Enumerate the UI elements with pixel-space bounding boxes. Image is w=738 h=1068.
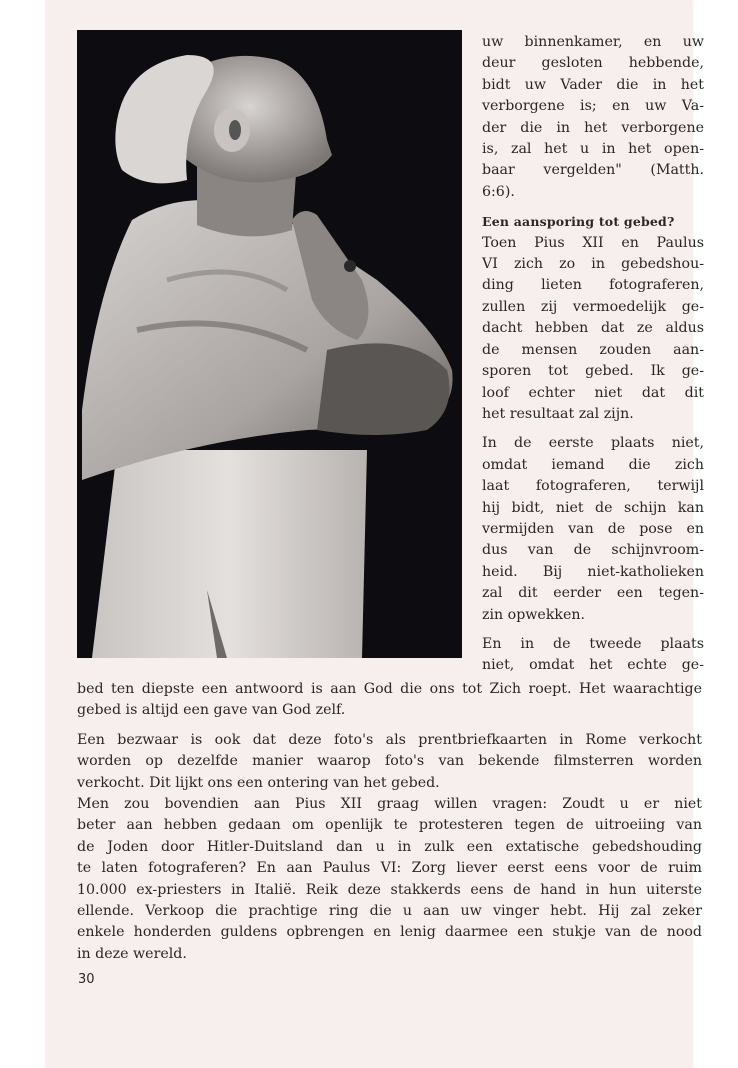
right-column-text bbox=[482, 32, 704, 677]
text-line: baar vergelden" (Matth. bbox=[482, 162, 704, 179]
text-line: uw binnenkamer, en uw bbox=[482, 34, 704, 50]
text-line: gebed is altijd een gave van God zelf. bbox=[77, 702, 346, 719]
text-line: der die in het verborgene bbox=[482, 119, 704, 136]
text-line: Een bezwaar is ook dat deze foto's als prentbriefkaarten in Rome verkocht bbox=[77, 732, 702, 748]
paragraph-second-reason-cont bbox=[77, 679, 702, 722]
text-line: dacht hebben dat ze aldus bbox=[482, 320, 704, 337]
text-line: sporen tot gebed. Ik ge- bbox=[482, 363, 704, 380]
text-line: niet, omdat het echte ge- bbox=[482, 657, 704, 674]
text-line: Toen Pius XII en Paulus bbox=[482, 234, 704, 251]
text-line: ding lieten fotograferen, bbox=[482, 277, 704, 294]
text-line: verkocht. Dit lijkt ons een ontering van het gebed. bbox=[77, 774, 440, 791]
text-line: te laten fotograferen? En aan Paulus VI: Zorg liever eerst eens voor de ruim bbox=[77, 860, 702, 877]
paragraph-questions bbox=[77, 794, 702, 965]
text-line: de mensen zouden aan- bbox=[482, 341, 704, 358]
text-line: beter aan hebben gedaan om openlijk te protesteren tegen de uitroeiing van bbox=[77, 817, 702, 834]
text-line: vermijden van de pose en bbox=[482, 520, 704, 537]
text-line: zin opwekken. bbox=[482, 606, 586, 623]
text-line: heid. Bij niet-katholieken bbox=[482, 563, 704, 580]
paragraph-incentive bbox=[482, 233, 704, 426]
text-line: omdat iemand die zich bbox=[482, 456, 704, 473]
text-line: bed ten diepste een antwoord is aan God die ons tot Zich roept. Het waarachtige bbox=[77, 681, 702, 697]
text-line: de Joden door Hitler-Duitsland dan u in zulk een extatische gebedshouding bbox=[77, 838, 702, 855]
paragraph-first-reason bbox=[482, 433, 704, 626]
text-line: zullen zij vermoedelijk ge- bbox=[482, 298, 704, 315]
text-line: Men zou bovendien aan Pius XII graag willen vragen: Zoudt u er niet bbox=[77, 796, 702, 812]
pope-praying-photo bbox=[77, 30, 462, 658]
text-line: bidt uw Vader die in het bbox=[482, 76, 704, 93]
text-line: het resultaat zal zijn. bbox=[482, 405, 634, 422]
text-line: hij bidt, niet de schijn kan bbox=[482, 499, 704, 516]
text-line: deur gesloten hebbende, bbox=[482, 55, 704, 72]
paragraph-bible-quote bbox=[482, 32, 704, 203]
page-number: 30 bbox=[78, 972, 95, 987]
text-line: worden op dezelfde manier waarop foto's van bekende filmsterren worden bbox=[77, 753, 702, 770]
text-line: En in de tweede plaats bbox=[482, 635, 704, 652]
text-line: 6:6). bbox=[482, 183, 515, 200]
text-line: in deze wereld. bbox=[77, 945, 187, 962]
section-heading: Een aansporing tot gebed? bbox=[482, 214, 675, 230]
text-line: laat fotograferen, terwijl bbox=[482, 478, 704, 495]
text-line: zal dit eerder een tegen- bbox=[482, 585, 704, 602]
text-line: enkele honderden guldens opbrengen en lenig daarmee een stukje van de nood bbox=[77, 924, 702, 941]
cassock bbox=[92, 450, 367, 658]
photo-illustration bbox=[77, 30, 462, 658]
text-line: loof echter niet dat dit bbox=[482, 384, 704, 401]
text-line: VI zich zo in gebedshou- bbox=[482, 256, 704, 273]
text-line: ellende. Verkoop die prachtige ring die u aan uw vinger hebt. Hij zal zeker bbox=[77, 903, 702, 920]
paragraph-second-reason-start bbox=[482, 634, 704, 677]
text-line: is, zal het u in het open- bbox=[482, 141, 704, 158]
text-line: 10.000 ex-priesters in Italië. Reik deze stakkerds eens de hand in hun uiterste bbox=[77, 881, 702, 898]
text-line: verborgene is; en uw Va- bbox=[482, 98, 704, 115]
text-line: dus van de schijnvroom- bbox=[482, 542, 704, 559]
paragraph-postcards bbox=[77, 730, 702, 794]
ring bbox=[344, 260, 356, 272]
text-line: In de eerste plaats niet, bbox=[482, 435, 704, 452]
